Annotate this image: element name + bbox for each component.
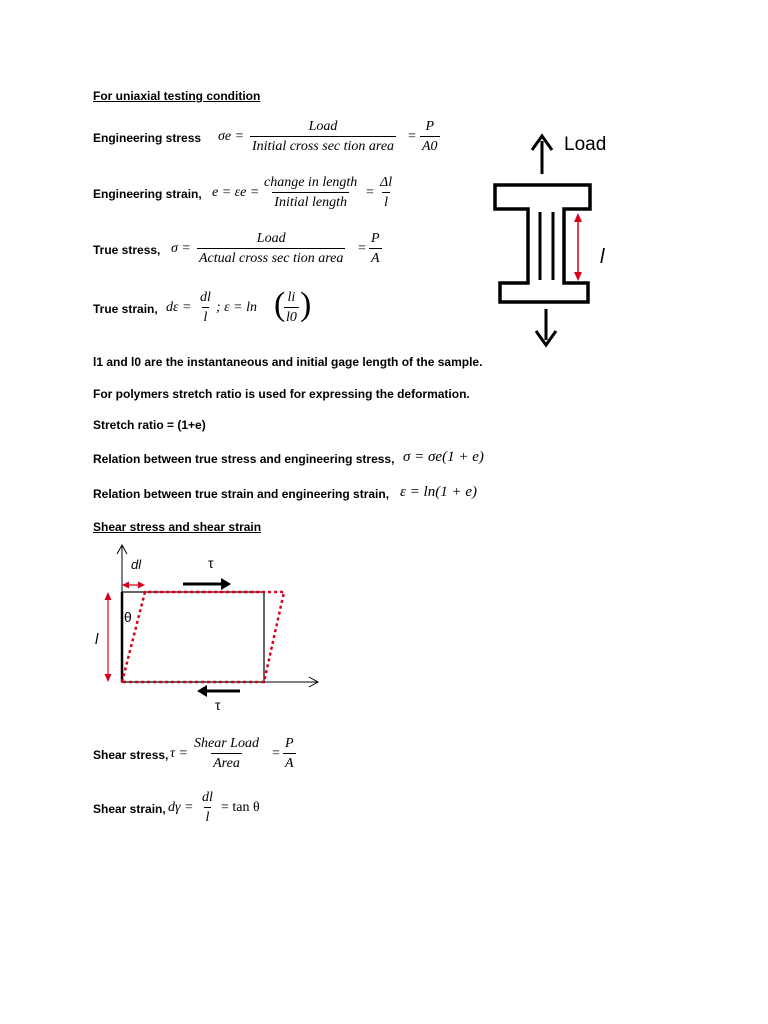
eq2-numerator2: Δl [380, 175, 393, 190]
gage-arrow-bottom-icon [574, 272, 582, 281]
shear-strain-denominator: l [204, 807, 212, 826]
shear-stress-denominator: Area [211, 753, 242, 772]
eq4-paren-close: ) [300, 286, 312, 323]
shear-stress-denominator2: A [283, 753, 296, 772]
relation-strain-label: Relation between true strain and engineering strain, [93, 487, 390, 501]
eq2-denominator: Initial length [272, 192, 349, 211]
eq4-denominator2: l0 [284, 307, 299, 326]
shear-diagram [90, 540, 330, 720]
eq4-mid: ; ε = ln [216, 300, 258, 315]
eq2-fraction2 [378, 175, 394, 211]
eq4-label: True strain, [93, 302, 158, 316]
eq4-fraction [198, 290, 213, 326]
eq3-fraction2 [369, 231, 382, 267]
eq4-paren-open: ( [274, 286, 286, 323]
gage-arrow-top-icon [574, 213, 582, 222]
note-polymers: For polymers stretch ratio is used for expressing the deformation. [93, 387, 470, 401]
shear-stress-numerator: Shear Load [194, 736, 259, 751]
eq1-fraction2 [420, 119, 440, 155]
eq4-numerator: dl [200, 290, 211, 305]
specimen-outline [495, 185, 590, 302]
shear-strain-rhs: = tan θ [221, 800, 260, 815]
specimen-diagram [480, 125, 630, 355]
relation-strain-formula: ε = ln(1 + e) [400, 484, 477, 500]
shear-strain-lhs: dγ = [168, 800, 194, 815]
deformed-element [122, 592, 284, 682]
eq1-equals: = [408, 129, 416, 144]
l-label: l [95, 631, 99, 648]
eq2-equals: = [366, 185, 374, 200]
eq1-numerator2: P [425, 119, 435, 134]
eq4-fraction2 [284, 290, 299, 326]
eq1-label: Engineering stress [93, 131, 202, 145]
shear-stress-fraction [192, 736, 261, 772]
shear-stress-label: Shear stress, [93, 748, 169, 762]
heading-shear: Shear stress and shear strain [93, 520, 262, 534]
eq1-fraction [250, 119, 396, 155]
relation-stress-label: Relation between true stress and engineering stress, [93, 452, 395, 466]
eq2-lhs: e = εe = [212, 185, 260, 200]
eq3-lhs: σ = [171, 241, 191, 256]
load-label: Load [564, 134, 607, 155]
shear-stress-equals: = [272, 746, 280, 761]
tau-top-label: τ [208, 555, 214, 571]
eq1-denominator: Initial cross sec tion area [250, 136, 396, 155]
relation-stress-formula: σ = σe(1 + e) [403, 449, 484, 465]
eq1-lhs: σe = [218, 129, 245, 144]
shear-stress-fraction2 [283, 736, 296, 772]
eq4-lhs: dε = [166, 300, 192, 315]
eq1-denominator2: A0 [420, 136, 440, 155]
l-arrow-bottom-icon [105, 674, 112, 682]
original-element [122, 592, 264, 682]
eq4-numerator2: li [287, 290, 296, 305]
shear-strain-fraction [200, 790, 215, 826]
dl-arrow-left-icon [122, 582, 129, 589]
note-gage: l1 and l0 are the instantaneous and initial gage length of the sample. [93, 355, 483, 369]
eq4-denominator: l [202, 307, 210, 326]
eq3-fraction [197, 231, 345, 267]
eq3-equals: = [358, 241, 366, 256]
heading-uniaxial: For uniaxial testing condition [93, 89, 261, 103]
tau-top-arrow-icon [221, 578, 231, 590]
shear-strain-numerator: dl [202, 790, 213, 805]
eq3-numerator: Load [256, 231, 286, 246]
eq2-denominator2: l [382, 192, 390, 211]
l-arrow-top-icon [105, 592, 112, 600]
shear-stress-lhs: τ = [170, 746, 188, 761]
shear-stress-numerator2: P [285, 736, 294, 751]
shear-strain-label: Shear strain, [93, 802, 166, 816]
eq2-fraction [262, 175, 359, 211]
eq3-numerator2: P [371, 231, 380, 246]
gage-length-label: l [600, 246, 605, 268]
eq2-numerator: change in length [264, 175, 358, 190]
eq3-denominator2: A [369, 248, 382, 267]
eq1-numerator: Load [308, 119, 338, 134]
stretch-ratio: Stretch ratio = (1+e) [93, 418, 206, 432]
eq3-denominator: Actual cross sec tion area [197, 248, 345, 267]
eq3-label: True stress, [93, 243, 161, 257]
dl-arrow-right-icon [138, 582, 145, 589]
theta-label: θ [124, 609, 132, 625]
tau-bottom-arrow-icon [197, 685, 207, 697]
dl-label: dl [131, 557, 142, 572]
tau-bottom-label: τ [215, 697, 221, 713]
eq2-label: Engineering strain, [93, 187, 202, 201]
